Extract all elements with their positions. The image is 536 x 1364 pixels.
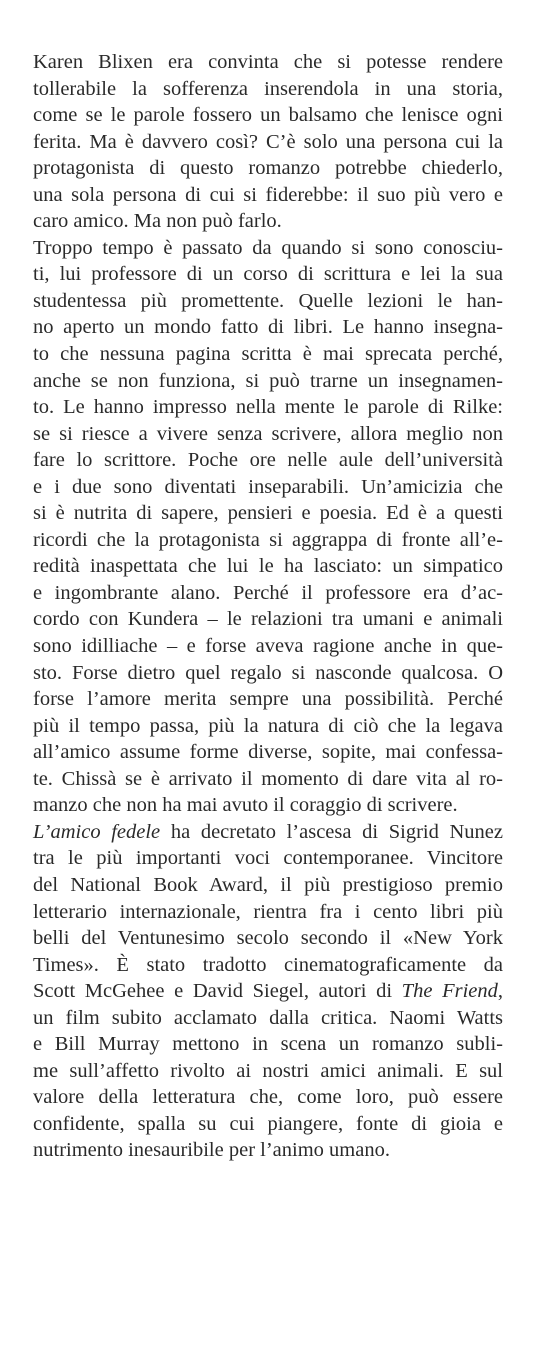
text-run: si è nutrita di sapere, pensieri e poesia. Ed è a questi (33, 502, 503, 525)
text-line (33, 1084, 503, 1111)
text-run: Times». È stato tradotto cinematograficamente da (33, 953, 503, 976)
text-run: e ingombrante alano. Perché il professore era d’ac- (33, 581, 503, 604)
italic-title: The Friend (401, 980, 498, 1003)
text-line (33, 182, 503, 209)
text-line (33, 606, 503, 633)
text-line (33, 899, 503, 926)
text-run: confidente, spalla su cui piangere, fonte di gioia e (33, 1112, 503, 1135)
text-run: nutrimento inesauribile per l’animo umano. (33, 1139, 390, 1162)
paragraph (33, 819, 503, 1164)
text-line (33, 633, 503, 660)
italic-title: L’amico fedele (33, 820, 161, 843)
text-run: ricordi che la protagonista si aggrappa di fronte all’e- (33, 528, 503, 551)
text-line (33, 341, 503, 368)
text-run: all’amico assume forme diverse, sopite, mai confessa- (33, 741, 503, 764)
text-run: tollerabile la sofferenza inserendola in una storia, (33, 77, 503, 100)
text-line (33, 421, 503, 448)
text-run: ti, lui professore di un corso di scrittura e lei la sua (33, 263, 503, 286)
text-line (33, 314, 503, 341)
text-line (33, 394, 503, 421)
paragraph (33, 235, 503, 819)
text-run: protagonista di questo romanzo potrebbe chiederlo, (33, 157, 503, 180)
text-run: e i due sono diventati inseparabili. Un’amicizia che (33, 475, 503, 498)
text-run: sono idilliache – e forse aveva ragione anche in que- (33, 635, 503, 658)
text-line (33, 447, 503, 474)
text-run: belli del Ventunesimo secolo secondo il «New York (33, 927, 503, 950)
text-run: cordo con Kundera – le relazioni tra umani e animali (33, 608, 503, 631)
text-line (33, 739, 503, 766)
text-run: se si riesce a vivere senza scrivere, allora meglio non (33, 422, 503, 445)
text-line (33, 527, 503, 554)
text-line (33, 686, 503, 713)
text-run: valore della letteratura che, come loro, può essere (33, 1086, 503, 1109)
text-run: , (497, 980, 503, 1003)
text-line (33, 845, 503, 872)
text-run: fare lo scrittore. Poche ore nelle aule dell’università (33, 449, 503, 472)
text-line (33, 474, 503, 501)
text-run: redità inaspettata che lui le ha lasciato: un simpatico (33, 555, 503, 578)
text-line (33, 1058, 503, 1085)
text-run: ha decretato l’ascesa di Sigrid Nunez (160, 820, 503, 843)
text-run: ferita. Ma è davvero così? C’è solo una persona cui la (33, 130, 503, 153)
text-line (33, 235, 503, 262)
text-line (33, 1111, 503, 1138)
text-run: tra le più importanti voci contemporanee. Vincitore (33, 847, 503, 870)
text-run: caro amico. Ma non può farlo. (33, 210, 282, 233)
text-run: te. Chissà se è arrivato il momento di dare vita al ro- (33, 767, 503, 790)
text-line (33, 1005, 503, 1032)
text-line (33, 580, 503, 607)
text-run: forse l’amore merita sempre una possibilità. Perché (33, 688, 503, 711)
text-run: to. Le hanno impresso nella mente le parole di Rilke: (33, 396, 503, 419)
text-line (33, 872, 503, 899)
text-line (33, 766, 503, 793)
text-line (33, 49, 503, 76)
text-line (33, 819, 503, 846)
text-line (33, 76, 503, 103)
text-line (33, 713, 503, 740)
text-line (33, 660, 503, 687)
text-run: me sull’affetto rivolto ai nostri amici animali. E sul (33, 1059, 503, 1082)
text-line (33, 500, 503, 527)
text-run: to che nessuna pagina scritta è mai sprecata perché, (33, 343, 503, 366)
text-line (33, 208, 503, 235)
text-run: no aperto un mondo fatto di libri. Le hanno insegna- (33, 316, 503, 339)
text-line (33, 155, 503, 182)
text-run: come se le parole fossero un balsamo che lenisce ogni (33, 104, 503, 127)
text-run: più il tempo passa, più la natura di ciò che la legava (33, 714, 503, 737)
text-run: Scott McGehee e David Siegel, autori di (33, 980, 402, 1003)
text-run: studentessa più promettente. Quelle lezioni le han- (33, 289, 503, 312)
text-run: del National Book Award, il più prestigioso premio (33, 873, 503, 896)
blurb-text (33, 49, 503, 1164)
text-run: un film subito acclamato dalla critica. Naomi Watts (33, 1006, 503, 1029)
text-run: manzo che non ha mai avuto il coraggio di scrivere. (33, 794, 458, 817)
text-line (33, 952, 503, 979)
text-run: letterario internazionale, rientra fra i cento libri più (33, 900, 503, 923)
text-run: una sola persona di cui si fiderebbe: il suo più vero e (33, 183, 503, 206)
text-run: Karen Blixen era convinta che si potesse rendere (33, 51, 503, 73)
text-run: e Bill Murray mettono in scena un romanzo subli- (33, 1033, 503, 1056)
text-line (33, 1137, 503, 1164)
text-line (33, 925, 503, 952)
text-line (33, 261, 503, 288)
text-run: sto. Forse dietro quel regalo si nasconde qualcosa. O (33, 661, 503, 684)
text-line (33, 1031, 503, 1058)
text-line (33, 553, 503, 580)
text-line (33, 978, 503, 1005)
text-line (33, 792, 503, 819)
text-run: Troppo tempo è passato da quando si sono conosciu- (33, 236, 503, 259)
text-line (33, 129, 503, 156)
paragraph (33, 49, 503, 235)
text-line (33, 288, 503, 315)
text-run: anche se non funziona, si può trarne un insegnamen- (33, 369, 503, 392)
text-line (33, 368, 503, 395)
text-line (33, 102, 503, 129)
